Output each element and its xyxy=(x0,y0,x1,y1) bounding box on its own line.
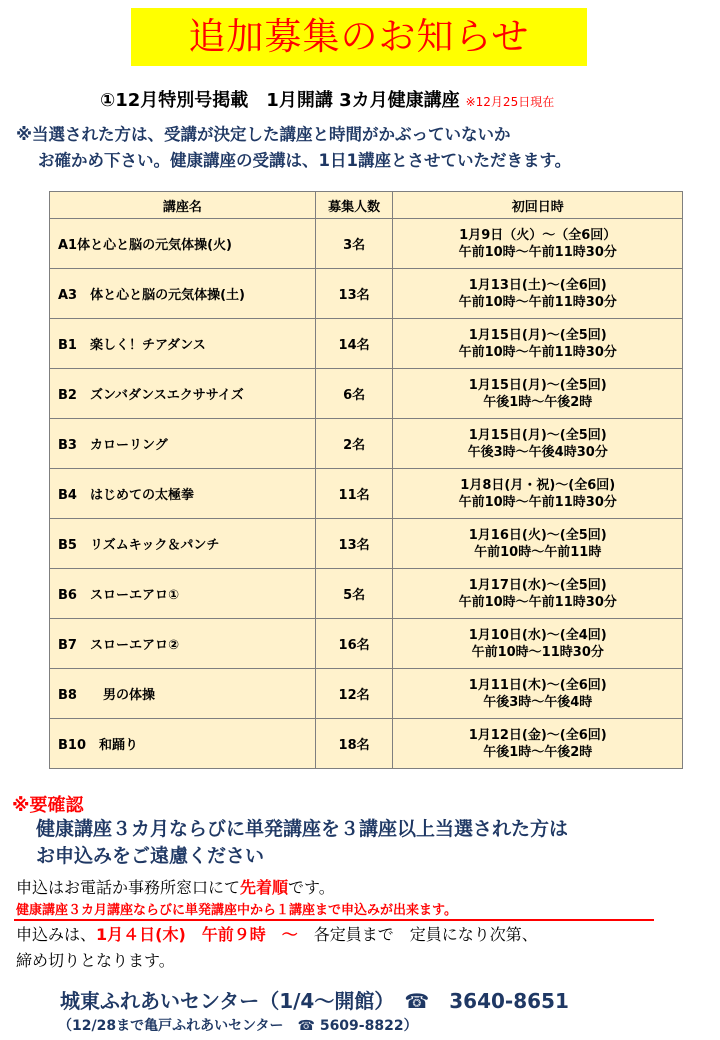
course-time: 午後3時～午後4時 xyxy=(483,694,593,710)
course-table xyxy=(49,191,683,769)
course-name: A3 体と心と脳の元気体操(土) xyxy=(50,269,316,319)
apply-period-prefix: 申込みは、 xyxy=(16,925,97,944)
course-time: 午後1時～午後2時 xyxy=(483,744,593,760)
application-period xyxy=(16,922,538,974)
apply-deadline-text: 締め切りとなります。 xyxy=(16,951,175,970)
apply-period-suffix: 各定員まで 定員になり次第、 xyxy=(297,925,538,944)
course-date: 1月16日(火)～(全5回) xyxy=(468,527,607,543)
confirm-message xyxy=(36,816,568,870)
confirm-heading: ※要確認 xyxy=(12,795,84,816)
table-row xyxy=(50,419,683,469)
course-time: 午後1時～午後2時 xyxy=(483,394,593,410)
table-header-row xyxy=(50,192,683,219)
course-time: 午前10時～11時30分 xyxy=(471,644,604,660)
table-row xyxy=(50,369,683,419)
course-name: B7 スローエアロ② xyxy=(50,619,316,669)
header-course-name: 講座名 xyxy=(50,192,316,219)
course-name: B4 はじめての太極拳 xyxy=(50,469,316,519)
course-schedule xyxy=(393,469,683,519)
course-name: B3 カローリング xyxy=(50,419,316,469)
table-row xyxy=(50,519,683,569)
course-time: 午前10時～午前11時30分 xyxy=(458,344,617,360)
notice-line-1: ※当選された方は、受講が決定した講座と時間がかぶっていないか xyxy=(16,125,511,144)
course-capacity: 11名 xyxy=(315,469,393,519)
course-schedule xyxy=(393,619,683,669)
center-contact-temporary: （12/28まで亀戸ふれあいセンター ☎ 5609-8822） xyxy=(58,1018,418,1034)
course-schedule xyxy=(393,269,683,319)
course-name: B8 男の体操 xyxy=(50,669,316,719)
course-date: 1月10日(水)～(全4回) xyxy=(468,627,607,643)
course-schedule xyxy=(393,219,683,269)
course-capacity: 5名 xyxy=(315,569,393,619)
course-name: B5 リズムキック＆パンチ xyxy=(50,519,316,569)
course-time: 午前10時～午前11時30分 xyxy=(458,594,617,610)
course-name: A1体と心と脳の元気体操(火) xyxy=(50,219,316,269)
confirm-line-2: お申込みをご遠慮ください xyxy=(36,845,265,867)
course-schedule xyxy=(393,719,683,769)
course-capacity: 13名 xyxy=(315,519,393,569)
course-capacity: 13名 xyxy=(315,269,393,319)
course-time: 午前10時～午前11時30分 xyxy=(458,494,617,510)
course-time: 午前10時～午前11時 xyxy=(474,544,602,560)
course-capacity: 3名 xyxy=(315,219,393,269)
table-row xyxy=(50,669,683,719)
course-name: B10 和踊り xyxy=(50,719,316,769)
course-date: 1月15日(月)～(全5回) xyxy=(468,377,607,393)
course-date: 1月9日（火）～（全6回） xyxy=(459,227,617,243)
table-row xyxy=(50,319,683,369)
course-date: 1月12日(金)～(全6回) xyxy=(468,727,607,743)
course-schedule xyxy=(393,569,683,619)
apply-method-suffix: です。 xyxy=(288,878,335,897)
course-name: B6 スローエアロ① xyxy=(50,569,316,619)
course-schedule xyxy=(393,669,683,719)
first-come-label: 先着順 xyxy=(240,878,289,897)
subtitle xyxy=(100,86,554,112)
table-row xyxy=(50,719,683,769)
confirm-line-1: 健康講座３カ月ならびに単発講座を３講座以上当選された方は xyxy=(36,818,569,840)
course-capacity: 12名 xyxy=(315,669,393,719)
course-date: 1月8日(月・祝)～(全6回) xyxy=(460,477,616,493)
course-name: B2 ズンバダンスエクササイズ xyxy=(50,369,316,419)
course-time: 午前10時～午前11時30分 xyxy=(458,294,617,310)
course-capacity: 2名 xyxy=(315,419,393,469)
course-date: 1月15日(月)～(全5回) xyxy=(468,327,607,343)
center-contact: 城東ふれあいセンター（1/4～開館） ☎ 3640-8651 xyxy=(60,989,569,1013)
course-date: 1月15日(月)～(全5回) xyxy=(468,427,607,443)
course-schedule xyxy=(393,519,683,569)
course-schedule xyxy=(393,419,683,469)
limit-underline xyxy=(14,919,654,921)
apply-start-datetime: 1月４日(木) 午前９時 ～ xyxy=(96,925,298,944)
table-row xyxy=(50,469,683,519)
course-capacity: 18名 xyxy=(315,719,393,769)
course-capacity: 16名 xyxy=(315,619,393,669)
course-schedule xyxy=(393,319,683,369)
course-schedule xyxy=(393,369,683,419)
course-date: 1月11日(木)～(全6回) xyxy=(468,677,607,693)
table-row xyxy=(50,269,683,319)
application-limit: 健康講座３カ月講座ならびに単発講座中から１講座まで申込みが出来ます。 xyxy=(16,903,457,918)
course-capacity: 14名 xyxy=(315,319,393,369)
course-time: 午後3時～午後4時30分 xyxy=(467,444,608,460)
page-title: 追加募集のお知らせ xyxy=(131,8,587,66)
table-row xyxy=(50,569,683,619)
course-capacity: 6名 xyxy=(315,369,393,419)
notice-line-2: お確かめ下さい。健康講座の受講は、1日1講座とさせていただきます。 xyxy=(38,151,572,170)
apply-method-prefix: 申込はお電話か事務所窓口にて xyxy=(16,878,241,897)
subtitle-text: ①12月特別号掲載 1月開講 3カ月健康講座 xyxy=(100,90,460,111)
course-date: 1月13日(土)～(全6回) xyxy=(468,277,607,293)
course-date: 1月17日(水)～(全5回) xyxy=(468,577,607,593)
header-first-date: 初回日時 xyxy=(393,192,683,219)
table-row xyxy=(50,219,683,269)
subtitle-note: ※12月25日現在 xyxy=(465,95,555,109)
selection-notice xyxy=(16,122,571,174)
table-row xyxy=(50,619,683,669)
course-name: B1 楽しく！チアダンス xyxy=(50,319,316,369)
application-method xyxy=(16,875,335,898)
course-time: 午前10時～午前11時30分 xyxy=(458,244,617,260)
header-capacity: 募集人数 xyxy=(315,192,393,219)
